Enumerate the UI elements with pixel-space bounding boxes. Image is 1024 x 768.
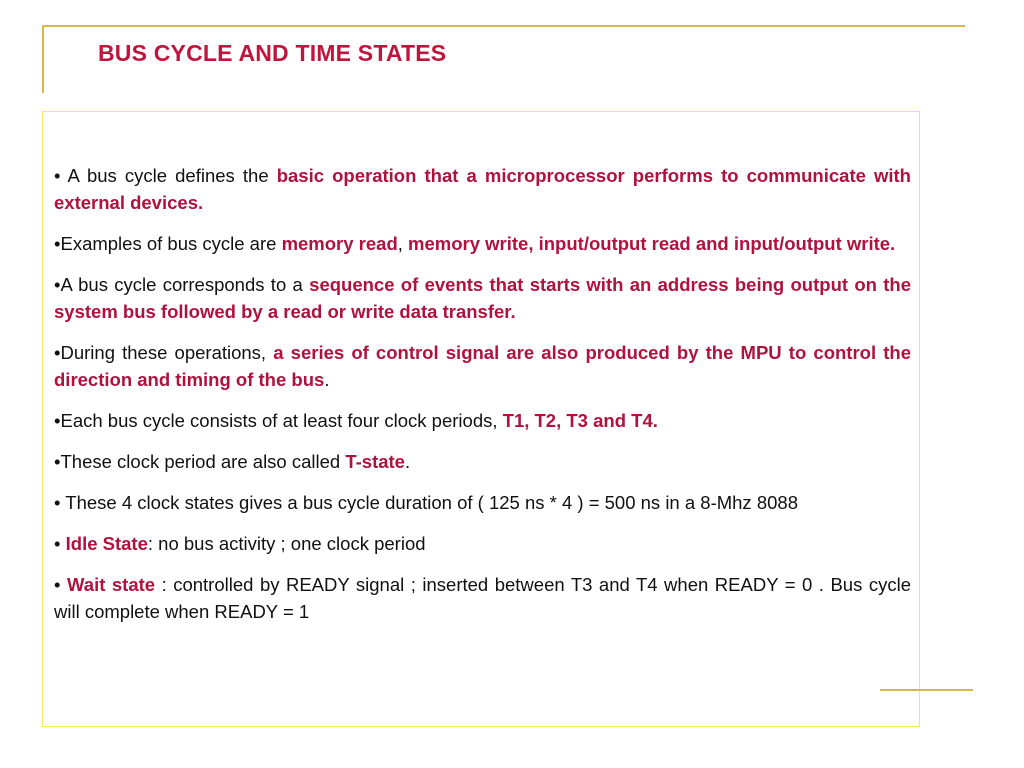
bullet-item — [54, 339, 911, 393]
frame-left-line — [42, 25, 44, 93]
bullet-item — [54, 448, 911, 475]
bullet-text: During these operations, — [60, 342, 274, 363]
slide-title: BUS CYCLE AND TIME STATES — [98, 40, 447, 66]
bullet-item — [54, 530, 911, 557]
bullet-item — [54, 162, 911, 216]
bullet-text: A bus cycle corresponds to a — [60, 274, 310, 295]
bullet-mark: • — [54, 574, 61, 595]
bullet-list — [54, 162, 911, 639]
bullet-emphasis: a series of control signal are also produced by the MPU to control the direction and timing of the bus — [54, 342, 911, 390]
bullet-item — [54, 407, 911, 434]
bullet-mark: • — [54, 233, 61, 254]
bullet-item — [54, 571, 911, 625]
bullet-item — [54, 271, 911, 325]
bullet-text: These 4 clock states gives a bus cycle duration of ( 125 ns * 4 ) = 500 ns in a 8-Mhz 8088 — [60, 492, 798, 513]
bullet-mark: • — [54, 274, 61, 295]
bullet-text: . — [404, 451, 411, 472]
bullet-emphasis: Wait state — [67, 574, 156, 595]
bullet-mark: • — [54, 165, 61, 186]
bullet-emphasis: T-state — [345, 451, 405, 472]
bullet-emphasis: Idle State — [65, 533, 148, 554]
bullet-text: : no bus activity ; one clock period — [147, 533, 426, 554]
bullet-emphasis: memory read — [281, 233, 398, 254]
bullet-mark: • — [54, 451, 61, 472]
bullet-mark: • — [54, 492, 61, 513]
bullet-emphasis: memory write, input/output read and input/output write. — [408, 233, 896, 254]
bullet-text: Each bus cycle consists of at least four clock periods, — [60, 410, 503, 431]
bullet-mark: • — [54, 533, 61, 554]
bullet-text: , — [397, 233, 409, 254]
bullet-mark: • — [54, 410, 61, 431]
bullet-text: Examples of bus cycle are — [60, 233, 282, 254]
bullet-emphasis: sequence of events that starts with an address being output on the system bus followed by a read or write data transfer. — [54, 274, 911, 322]
bullet-text: A bus cycle defines the — [60, 165, 277, 186]
bullet-text: These clock period are also called — [60, 451, 346, 472]
bullet-text: : controlled by READY signal ; inserted between T3 and T4 when READY = 0 . Bus cycle will complete when READY = 1 — [54, 574, 911, 622]
bullet-item — [54, 230, 911, 257]
frame-bottom-line — [880, 689, 973, 691]
bullet-emphasis: basic operation that a microprocessor performs to communicate with external devices. — [54, 165, 911, 213]
bullet-item — [54, 489, 911, 516]
bullet-emphasis: T1, T2, T3 and T4. — [502, 410, 658, 431]
frame-top-line — [42, 25, 965, 27]
bullet-text: . — [324, 369, 330, 390]
bullet-mark: • — [54, 342, 61, 363]
